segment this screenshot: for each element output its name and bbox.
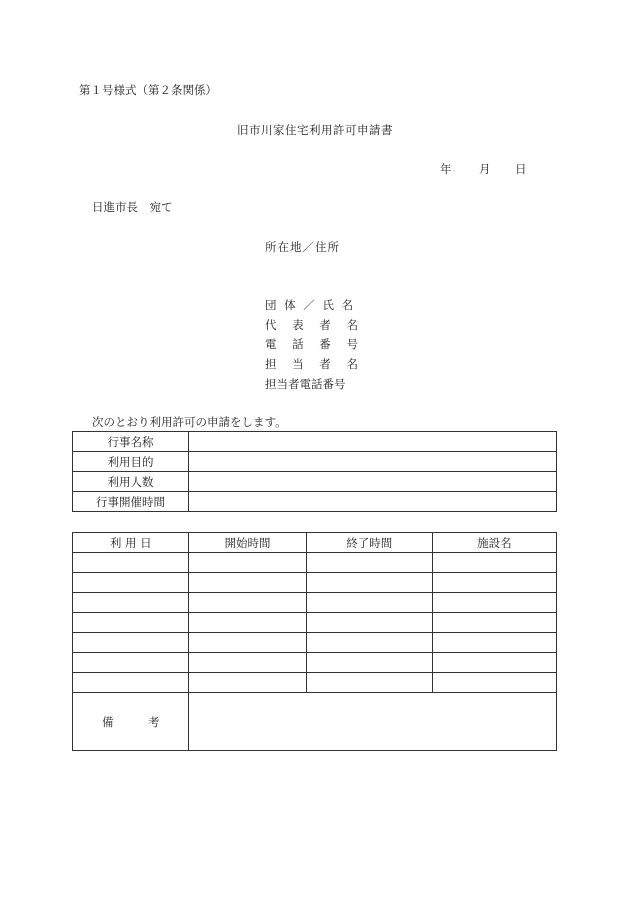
usage-row bbox=[73, 553, 557, 573]
usage-date-cell[interactable] bbox=[73, 553, 189, 573]
start-time-cell[interactable] bbox=[189, 593, 306, 613]
usage-row bbox=[73, 653, 557, 673]
header-start-time: 開始時間 bbox=[189, 533, 306, 553]
start-time-cell[interactable] bbox=[189, 573, 306, 593]
facility-name-cell[interactable] bbox=[432, 553, 556, 573]
event-info-table bbox=[72, 431, 557, 512]
usage-date-cell[interactable] bbox=[73, 613, 189, 633]
event-row bbox=[73, 472, 557, 492]
date-month-label: 月 bbox=[479, 162, 491, 176]
end-time-cell[interactable] bbox=[306, 673, 432, 693]
event-row-value[interactable] bbox=[189, 492, 557, 512]
event-row bbox=[73, 492, 557, 512]
start-time-cell[interactable] bbox=[189, 633, 306, 653]
usage-date-cell[interactable] bbox=[73, 593, 189, 613]
org-name-label: 団 体 ／ 氏 名 bbox=[265, 298, 356, 312]
end-time-cell[interactable] bbox=[306, 653, 432, 673]
date-year-label: 年 bbox=[440, 162, 452, 176]
remarks-label: 備 考 bbox=[73, 693, 189, 751]
header-usage-date: 利 用 日 bbox=[73, 533, 189, 553]
usage-header-row bbox=[73, 533, 557, 553]
event-row-label: 行事開催時間 bbox=[73, 492, 189, 512]
address-label: 所在地／住所 bbox=[265, 240, 340, 254]
addressee: 日進市長 宛て bbox=[92, 200, 173, 214]
event-row bbox=[73, 452, 557, 472]
representative-label: 代 表 者 名 bbox=[265, 318, 364, 332]
event-row-value[interactable] bbox=[189, 432, 557, 452]
remarks-row bbox=[73, 693, 557, 751]
usage-date-cell[interactable] bbox=[73, 573, 189, 593]
facility-name-cell[interactable] bbox=[432, 613, 556, 633]
usage-date-cell[interactable] bbox=[73, 653, 189, 673]
phone-label: 電 話 番 号 bbox=[265, 337, 364, 351]
remarks-value[interactable] bbox=[189, 693, 557, 751]
facility-name-cell[interactable] bbox=[432, 673, 556, 693]
event-row-value[interactable] bbox=[189, 472, 557, 492]
event-row-label: 利用目的 bbox=[73, 452, 189, 472]
start-time-cell[interactable] bbox=[189, 613, 306, 633]
end-time-cell[interactable] bbox=[306, 553, 432, 573]
usage-row bbox=[73, 593, 557, 613]
header-end-time: 終了時間 bbox=[306, 533, 432, 553]
usage-date-cell[interactable] bbox=[73, 673, 189, 693]
contact-phone-label: 担当者電話番号 bbox=[265, 377, 346, 391]
intro-text: 次のとおり利用許可の申請をします。 bbox=[92, 415, 287, 429]
facility-name-cell[interactable] bbox=[432, 653, 556, 673]
start-time-cell[interactable] bbox=[189, 553, 306, 573]
usage-row bbox=[73, 673, 557, 693]
usage-row bbox=[73, 613, 557, 633]
event-row-label: 利用人数 bbox=[73, 472, 189, 492]
form-number: 第１号様式（第２条関係） bbox=[79, 83, 217, 97]
facility-name-cell[interactable] bbox=[432, 633, 556, 653]
usage-row bbox=[73, 633, 557, 653]
facility-name-cell[interactable] bbox=[432, 593, 556, 613]
date-day-label: 日 bbox=[515, 162, 527, 176]
start-time-cell[interactable] bbox=[189, 653, 306, 673]
usage-date-cell[interactable] bbox=[73, 633, 189, 653]
usage-row bbox=[73, 573, 557, 593]
event-row-label: 行事名称 bbox=[73, 432, 189, 452]
start-time-cell[interactable] bbox=[189, 673, 306, 693]
facility-name-cell[interactable] bbox=[432, 573, 556, 593]
header-facility-name: 施設名 bbox=[432, 533, 556, 553]
event-row bbox=[73, 432, 557, 452]
end-time-cell[interactable] bbox=[306, 613, 432, 633]
end-time-cell[interactable] bbox=[306, 573, 432, 593]
document-title: 旧市川家住宅利用許可申請書 bbox=[237, 123, 393, 137]
end-time-cell[interactable] bbox=[306, 593, 432, 613]
event-row-value[interactable] bbox=[189, 452, 557, 472]
end-time-cell[interactable] bbox=[306, 633, 432, 653]
usage-table bbox=[72, 532, 557, 751]
contact-person-label: 担 当 者 名 bbox=[265, 357, 364, 371]
